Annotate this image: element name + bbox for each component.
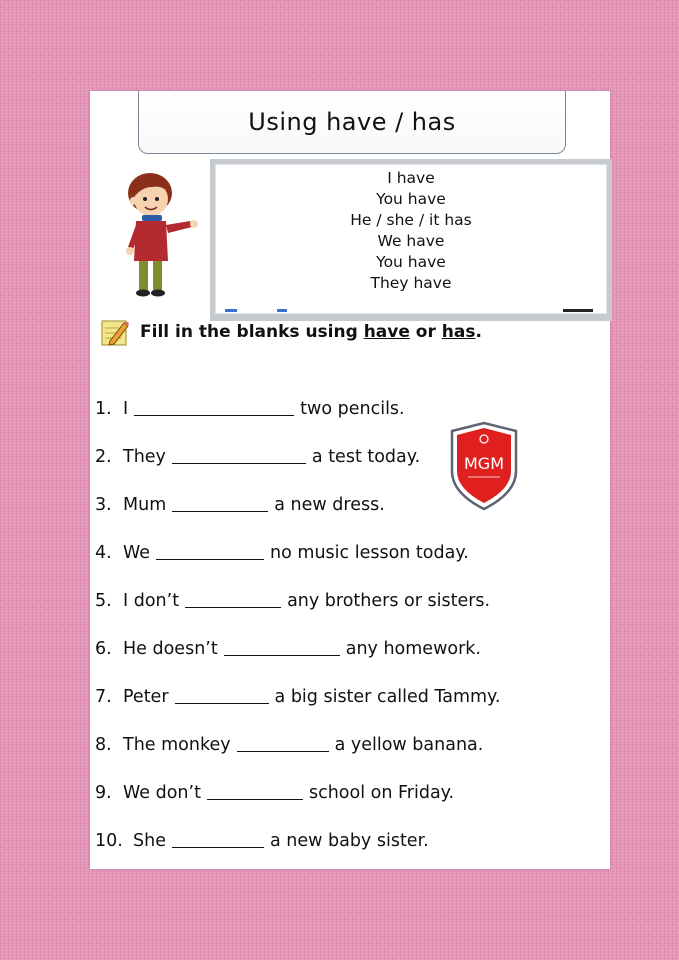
exercise-row: [95, 493, 385, 515]
conjugation-line: He / she / it has: [350, 211, 472, 229]
answer-blank[interactable]: [237, 733, 329, 752]
exercise-row: [95, 637, 481, 659]
exercise-ending: any brothers or sisters.: [287, 591, 491, 611]
exercise-number: 8.: [95, 735, 112, 755]
exercise-ending: a test today.: [311, 447, 421, 467]
instruction-middle: or: [409, 322, 442, 342]
answer-blank[interactable]: [207, 781, 303, 800]
boy-illustration: [120, 169, 204, 301]
worksheet-page: [90, 91, 610, 869]
exercise-row: [95, 397, 405, 419]
whiteboard: [210, 159, 612, 321]
exercise-number: 3.: [95, 495, 112, 515]
exercise-row: [95, 733, 483, 755]
answer-blank[interactable]: [175, 685, 269, 704]
pencil-notepad-icon: [100, 317, 130, 347]
answer-blank[interactable]: [156, 541, 264, 560]
instruction-word-have: have: [363, 322, 410, 342]
marker-icon: [225, 309, 237, 312]
exercise-number: 2.: [95, 447, 112, 467]
answer-blank[interactable]: [134, 397, 294, 416]
mgm-shield-logo: [448, 421, 520, 511]
exercise-subject: They: [123, 447, 166, 467]
exercise-row: [95, 685, 501, 707]
exercise-row: [95, 589, 490, 611]
exercise-subject: We don’t: [123, 783, 201, 803]
conjugation-line: I have: [387, 169, 435, 187]
exercise-ending: a yellow banana.: [334, 735, 484, 755]
exercise-ending: a new dress.: [274, 495, 385, 515]
instruction-word-has: has: [441, 322, 476, 342]
exercise-ending: no music lesson today.: [270, 543, 469, 563]
conjugation-line: You have: [376, 190, 446, 208]
exercise-number: 7.: [95, 687, 112, 707]
badge-text: MGM: [463, 454, 505, 473]
exercise-number: 6.: [95, 639, 112, 659]
exercise-ending: a new baby sister.: [269, 831, 429, 851]
marker-icon: [277, 309, 287, 312]
exercise-number: 9.: [95, 783, 112, 803]
exercise-ending: a big sister called Tammy.: [274, 687, 501, 707]
answer-blank[interactable]: [172, 493, 268, 512]
title-banner: [138, 91, 566, 154]
exercise-number: 10.: [95, 831, 123, 851]
answer-blank[interactable]: [172, 445, 306, 464]
exercise-subject: Peter: [123, 687, 169, 707]
answer-blank[interactable]: [185, 589, 281, 608]
eraser-icon: [563, 309, 593, 312]
exercise-number: 1.: [95, 399, 112, 419]
instruction-line: [100, 317, 482, 347]
exercise-number: 5.: [95, 591, 112, 611]
answer-blank[interactable]: [172, 829, 264, 848]
conjugation-line: They have: [370, 274, 452, 292]
instruction-text: [140, 322, 482, 342]
exercise-number: 4.: [95, 543, 112, 563]
exercise-subject: He doesn’t: [123, 639, 218, 659]
conjugation-line: We have: [377, 232, 445, 250]
exercise-row: [95, 445, 420, 467]
exercise-row: [95, 829, 429, 851]
exercise-subject: I don’t: [123, 591, 180, 611]
exercise-subject: I: [123, 399, 129, 419]
exercise-subject: She: [133, 831, 166, 851]
exercise-ending: any homework.: [345, 639, 481, 659]
exercise-row: [95, 541, 469, 563]
exercise-ending: school on Friday.: [308, 783, 455, 803]
instruction-prefix: Fill in the blanks using: [140, 322, 364, 342]
page-title: Using have / has: [248, 108, 456, 136]
exercise-subject: The monkey: [123, 735, 231, 755]
answer-blank[interactable]: [224, 637, 340, 656]
instruction-suffix: .: [475, 322, 482, 342]
conjugation-line: You have: [376, 253, 446, 271]
conjugation-list: [215, 168, 607, 294]
exercise-ending: two pencils.: [300, 399, 405, 419]
exercise-subject: Mum: [123, 495, 167, 515]
exercise-row: [95, 781, 454, 803]
exercise-subject: We: [123, 543, 151, 563]
